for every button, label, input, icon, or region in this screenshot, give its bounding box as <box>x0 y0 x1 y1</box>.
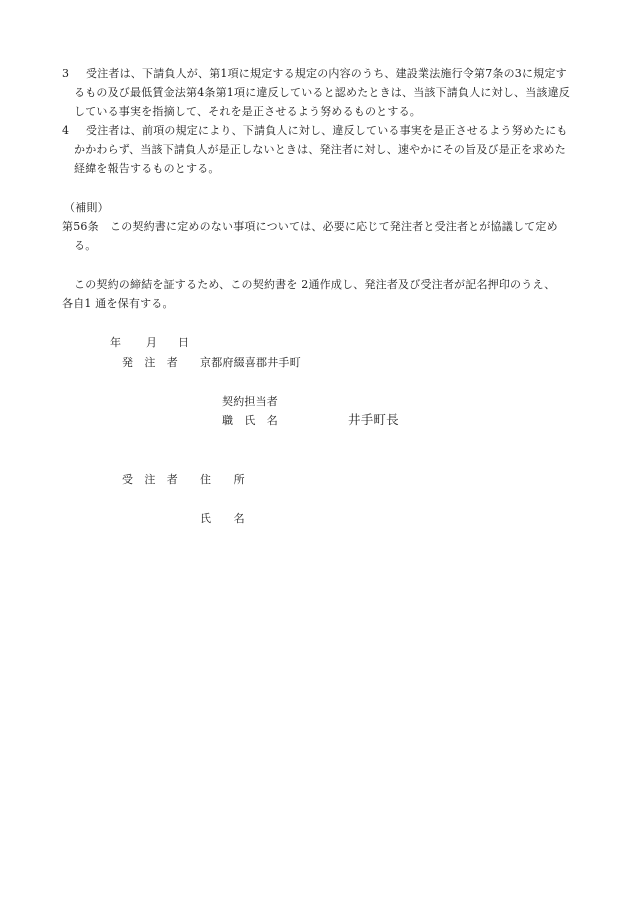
clause-4-number: 4 <box>62 124 70 137</box>
clause-4-line-3: 経緯を報告するものとする。 <box>74 162 220 175</box>
contractor-name-label: 氏 名 <box>200 512 245 525</box>
date-day: 日 <box>178 336 190 349</box>
contractor-address-label: 住 所 <box>200 473 245 486</box>
clause-4-line-1: 受注者は、前項の規定により、下請負人に対し、違反している事実を是正させるよう努めたにも <box>86 124 568 137</box>
article-56-number: 第56条 <box>62 220 99 233</box>
article-56-line-1: この契約書に定めのない事項については、必要に応じて発注者と受注者とが協議して定め <box>110 220 558 233</box>
orderer-title-label: 職 氏 名 <box>222 414 278 427</box>
closing-line-1: この契約の締結を証するため、この契約書を 2通作成し、発注者及び受注者が記名押印のうえ、 <box>74 278 556 291</box>
supplement-heading: （補則） <box>64 201 109 214</box>
contractor-label: 受 注 者 <box>122 473 178 486</box>
clause-3-line-2: るもの及び最低賃金法第4条第1項に違反していると認めたときは、当該下請負人に対し、当該違反 <box>74 86 570 99</box>
date-month: 月 <box>146 336 158 349</box>
clause-3-line-3: している事実を指摘して、それを是正させるよう努めるものとする。 <box>74 105 421 118</box>
orderer-contact-label: 契約担当者 <box>222 395 278 408</box>
clause-4-line-2: かかわらず、当該下請負人が是正しないときは、発注者に対し、速やかにその旨及び是正を求めた <box>74 143 566 156</box>
orderer-label: 発 注 者 <box>122 356 178 369</box>
clause-3-line-1: 受注者は、下請負人が、第1項に規定する規定の内容のうち、建設業法施行令第7条の3に規定す <box>86 67 567 80</box>
clause-3-number: 3 <box>62 67 70 80</box>
orderer-title-value: 井手町長 <box>348 412 399 427</box>
orderer-address: 京都府綴喜郡井手町 <box>200 356 301 369</box>
date-year: 年 <box>110 336 122 349</box>
closing-line-2: 各自1 通を保有する。 <box>62 297 174 310</box>
article-56-line-2: る。 <box>74 239 97 252</box>
